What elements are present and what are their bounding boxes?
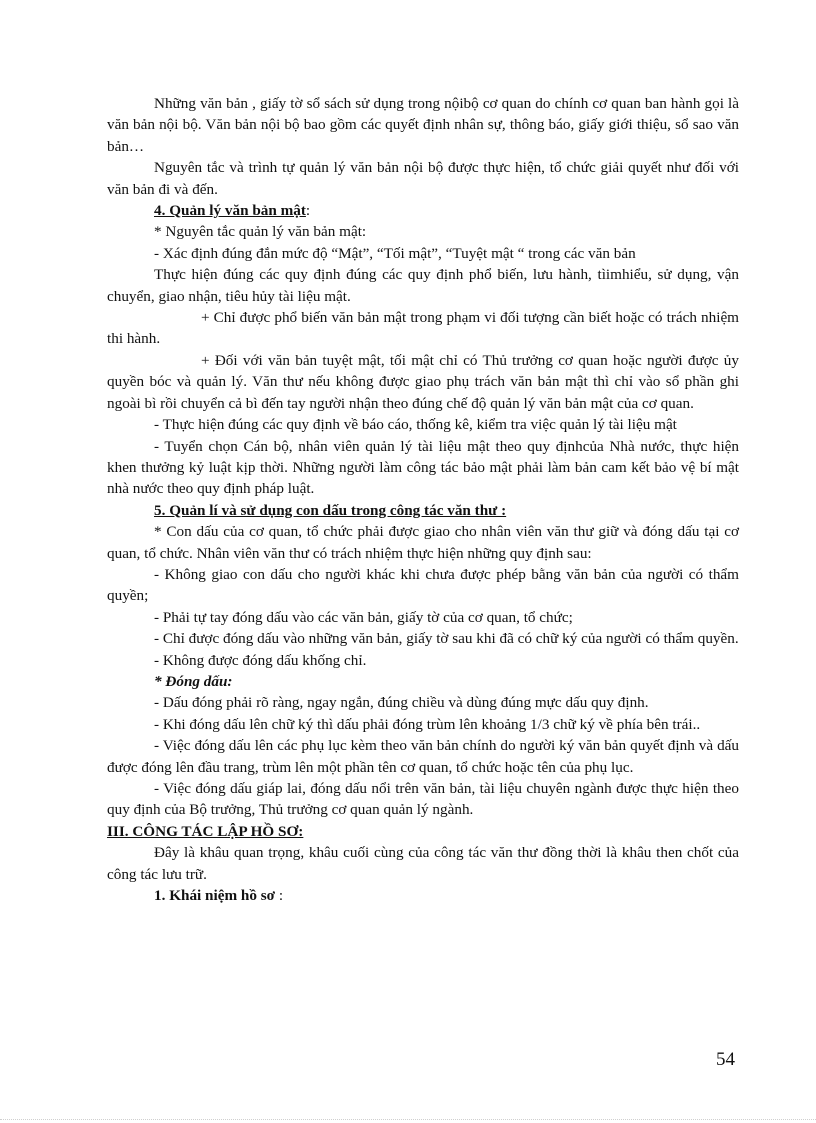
heading-secret-documents-title: 4. Quản lý văn bản mật xyxy=(154,202,306,220)
heading-seal-management xyxy=(107,500,739,521)
paragraph-seal-rule-4: - Không được đóng dấu khống chỉ. xyxy=(154,651,367,669)
heading-records-concept xyxy=(107,885,739,906)
heading-records-section-title: III. CÔNG TÁC LẬP HỒ SƠ: xyxy=(107,822,304,840)
paragraph-records-intro: Đây là khâu quan trọng, khâu cuối cùng của công tác văn thư đồng thời là khâu then chốt của công tác lưu trữ. xyxy=(107,844,739,883)
paragraph-stamp-rule-2: - Khi đóng dấu lên chữ ký thì dấu phải đóng trùm lên khoảng 1/3 chữ ký về phía bên trái.. xyxy=(154,715,701,733)
paragraph-seal-rule-1: - Không giao con dấu cho người khác khi chưa được phép bằng văn bản của người có thẩm quyền; xyxy=(107,565,739,605)
paragraph-secret-reporting: - Thực hiện đúng các quy định về báo cáo, thống kê, kiểm tra việc quản lý tài liệu mật xyxy=(154,416,677,434)
page-bottom-divider xyxy=(0,1119,816,1120)
paragraph-secret-staff: - Tuyển chọn Cán bộ, nhân viên quản lý tài liệu mật theo quy địnhcủa Nhà nước, thực hiện khen thưởng kỷ luật kịp thời. Những người làm công tác bảo mật phải làm bản cam kết bảo vệ bí mật nhà nước theo quy định pháp luật. xyxy=(107,437,739,498)
paragraph-internal-principles: Nguyên tắc và trình tự quản lý văn bản nội bộ được thực hiện, tổ chức giải quyết như đối với văn bản đi và đến. xyxy=(107,159,739,198)
paragraph-seal-rule-3: - Chỉ được đóng dấu vào những văn bản, giấy tờ sau khi đã có chữ ký của người có thẩm quyền. xyxy=(154,630,739,648)
paragraph-seal-rule-2: - Phải tự tay đóng dấu vào các văn bản, giấy tờ của cơ quan, tổ chức; xyxy=(154,608,573,626)
heading-seal-management-title: 5. Quản lí và sử dụng con dấu trong công tác văn thư : xyxy=(154,501,507,519)
heading-secret-documents-colon: : xyxy=(305,202,311,220)
paragraph-secret-regulations: Thực hiện đúng các quy định đúng các quy định phổ biến, lưu hành, tìimhiểu, sử dụng, vận chuyển, giao nhận, tiêu hủy tài liệu mật. xyxy=(107,266,739,305)
paragraph-secret-levels: - Xác định đúng đắn mức độ “Mật”, “Tối mật”, “Tuyệt mật “ trong các văn bản xyxy=(154,244,636,262)
heading-records-concept-title: 1. Khái niệm hồ sơ xyxy=(154,887,276,905)
document-body xyxy=(107,93,739,906)
subheading-stamping-title: * Đóng dấu: xyxy=(154,672,233,690)
paragraph-stamp-rule-3: - Việc đóng dấu lên các phụ lục kèm theo văn bản chính do người ký văn bản quyết định và dấu được đóng lên đầu trang, trùm lên một phần tên cơ quan, tổ chức hoặc tên của phụ lục. xyxy=(107,737,739,776)
paragraph-stamp-rule-1: - Dấu đóng phải rõ ràng, ngay ngắn, đúng chiều và dùng đúng mực dấu quy định. xyxy=(154,694,649,712)
paragraph-internal-documents: Những văn bản , giấy tờ sổ sách sử dụng trong nộibộ cơ quan do chính cơ quan ban hành gọi là văn bản nội bộ. Văn bản nội bộ bao gồm các quyết định nhân sự, thông báo, giấy giới thiệu, sổ sao văn bản… xyxy=(107,95,739,155)
paragraph-seal-custody: * Con dấu của cơ quan, tổ chức phải được giao cho nhân viên văn thư giữ và đóng dấu tại cơ quan, tổ chức. Nhân viên văn thư có trách nhiệm thực hiện những quy định sau: xyxy=(107,523,739,562)
paragraph-stamp-rule-4: - Việc đóng dấu giáp lai, đóng dấu nổi trên văn bản, tài liệu chuyên ngành được thực hiện theo quy định của Bộ trưởng, Thủ trưởng cơ quan quản lý ngành. xyxy=(107,780,739,819)
heading-records-concept-colon: : xyxy=(275,887,284,905)
paragraph-secret-dissemination: + Chỉ được phổ biến văn bản mật trong phạm vi đối tượng cần biết hoặc có trách nhiệm thi hành. xyxy=(107,309,739,348)
paragraph-top-secret-handling: + Đối với văn bản tuyệt mật, tối mật chỉ có Thủ trưởng cơ quan hoặc người được ủy quyền bóc và quản lý. Văn thư nếu không được giao phụ trách văn bản mật thì chỉ vào sổ phần ghi ngoài bì rồi chuyển cả bì đến tay người nhận theo đúng chế độ quản lý văn bản mật của cơ quan. xyxy=(107,351,739,412)
heading-records-section xyxy=(107,821,739,842)
subheading-stamping xyxy=(107,671,739,692)
page-number: 54 xyxy=(716,1049,735,1070)
heading-secret-documents xyxy=(107,200,739,221)
paragraph-secret-principles: * Nguyên tắc quản lý văn bản mật: xyxy=(154,223,367,241)
